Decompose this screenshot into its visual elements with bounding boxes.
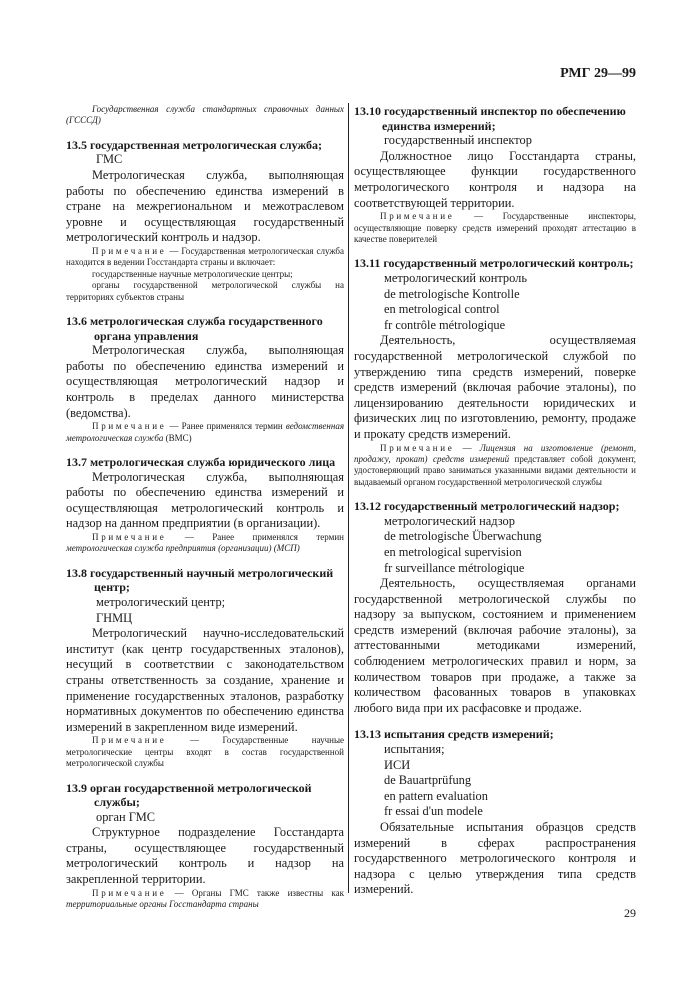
note-italic-term: территориальные органы Госстандарта страны: [66, 899, 259, 910]
term-heading-13-11: 13.11 государственный метрологический контроль;: [354, 256, 634, 271]
term-definition: Структурное подразделение Госстандарта страны, осуществляющее государственный метрологический контроль и надзор на закрепленной территории.: [66, 825, 344, 887]
term-note: [66, 735, 344, 769]
right-column: [354, 104, 636, 898]
term-abbreviation: ГМС: [96, 152, 123, 167]
term-french: fr essai d'un modele: [384, 804, 483, 819]
term-heading-13-8: 13.8 государственный научный метрологический центр;: [66, 565, 334, 595]
note-italic-term: Лицензия на изготовление (ремонт, продажу, прокат) средств измерений: [354, 442, 637, 464]
note-text: — Государственная метрологическая служба находится в ведении Госстандарта страны и включает:: [66, 245, 344, 268]
document-code: РМГ 29—99: [560, 66, 636, 81]
term-heading-13-7: 13.7 метрологическая служба юридического лица: [66, 454, 336, 469]
note-text: — Ранее применялся термин: [166, 421, 286, 432]
term-english: en pattern evaluation: [384, 788, 488, 803]
note-text: — Государственные инспекторы, осуществляющие поверку средств измерений проходят аттестацию в качестве поверителей: [354, 211, 636, 244]
note-text-end: (ВМС): [163, 432, 192, 443]
term-heading-13-6: 13.6 метрологическая служба государственного органа управления: [66, 314, 323, 343]
note-list-item: государственные научные метрологические центры;: [92, 268, 293, 279]
note-text: —: [454, 442, 480, 453]
term-german: de metrologische Kontrolle: [384, 286, 520, 301]
note-label: Примечание: [380, 442, 455, 453]
term-english: en metrological control: [384, 302, 500, 317]
term-definition: Деятельность, осуществляемая государственной метрологической службой по утверждению типа средств измерений, поверке средств измерений (включая рабочие эталоны), по лицензированию деятельности юридических и физических лиц по изготовлению, ремонту, продаже и прокату средств измерений.: [354, 333, 636, 441]
note-text: — Ранее применялся термин: [166, 531, 344, 542]
term-russian: метрологический надзор: [384, 513, 515, 528]
note-label: Примечание: [92, 887, 167, 898]
term-german: de metrologische Überwachung: [384, 529, 542, 544]
column-divider: [348, 103, 349, 893]
term-definition: Обязательные испытания образцов средств измерений в сферах распространения государственного метрологического контроля и надзора с целью утверждения типа средств измерений.: [354, 820, 636, 897]
note-label: Примечание: [92, 735, 167, 746]
term-definition: Деятельность, осуществляемая органами государственной метрологической службы по надзору за выпуском, состоянием и применением средств измерений (включая рабочие эталоны), за аттестованными методиками измерений, соблюдением метрологических правил и норм, за количеством товаров при продаже, а также за количеством фасованных товаров в упаковках любого вида при их расфасовке и продаже.: [354, 576, 636, 715]
term-abbreviation: ИСИ: [384, 757, 411, 772]
term-abbreviation: ГНМЦ: [96, 610, 133, 625]
term-note: [66, 532, 344, 555]
note-italic-term: метрологическая служба предприятия (организации) (МСП): [66, 543, 300, 554]
note-text-end: представляет собой документ, удостоверяющий право заниматься указанными видами деятельности и выдаваемый органом государственной метрологической службы: [354, 453, 636, 487]
note-italic-term: ведомственная метрологическая служба: [66, 421, 344, 443]
note-label: Примечание: [92, 421, 167, 432]
term-note: [66, 421, 344, 444]
term-note: [66, 888, 344, 911]
term-heading-13-12: 13.12 государственный метрологический надзор;: [354, 499, 620, 514]
page-number: 29: [624, 906, 636, 920]
term-definition: Метрологическая служба, выполняющая работы по обеспечению единства измерений и осуществляющая метрологический надзор и контроль в пределах данного министерства (ведомства).: [66, 343, 344, 420]
term-heading-13-13: 13.13 испытания средств измерений;: [354, 727, 554, 742]
term-english: en metrological supervision: [384, 544, 522, 559]
term-definition: Метрологическая служба, выполняющая работы по обеспечению единства измерений в стране на межрегиональном и межотраслевом уровне и осуществляющая государственный метрологический контроль и надзор.: [66, 168, 344, 245]
note-label: Примечание: [92, 245, 167, 256]
term-definition: Метрологическая служба, выполняющая работы по обеспечению единства измерений и осуществляющая метрологический контроль и надзор на данном предприятии (в организации).: [66, 469, 344, 531]
note-label: Примечание: [92, 531, 167, 542]
term-german: de Bauartprüfung: [384, 773, 472, 788]
term-synonym: метрологический центр;: [96, 594, 226, 609]
note-list-item: органы государственной метрологической службы на территориях субъектов страны: [66, 280, 344, 302]
left-column: [66, 104, 344, 910]
term-note: [66, 246, 344, 269]
term-note: [354, 211, 636, 245]
term-definition: Метрологический научно-исследовательский институт (как центр государственных эталонов), несущий в соответствии с законодательством страны ответственность за создание, хранение и применение государственных эталонов, разработку нормативных документов по обеспечению единства измерений в закрепленном виде измерений.: [66, 626, 344, 734]
term-russian: испытания;: [384, 742, 445, 757]
term-synonym: государственный инспектор: [384, 133, 532, 148]
term-heading-13-10: 13.10 государственный инспектор по обеспечению единства измерений;: [354, 104, 626, 133]
note-text: — Государственные научные метрологические центры входят в состав государственной метрологической службы: [66, 735, 344, 769]
term-french: fr surveillance métrologique: [384, 560, 525, 575]
term-french: fr contrôle métrologique: [384, 317, 506, 332]
note-text: — Органы ГМС также известны как: [166, 887, 344, 898]
term-heading-13-5: 13.5 государственная метрологическая служба;: [66, 137, 323, 152]
term-russian: метрологический контроль: [384, 270, 527, 285]
term-heading-13-9: 13.9 орган государственной метрологической службы;: [66, 780, 312, 810]
intro-note: Государственная служба стандартных справочных данных (ГСССД): [66, 104, 344, 126]
term-definition: Должностное лицо Госстандарта страны, осуществляющее функции государственного метрологического контроля и надзора на соответствующей территории.: [354, 148, 636, 210]
note-label: Примечание: [380, 211, 455, 222]
term-note: [354, 443, 636, 489]
term-abbreviation: орган ГМС: [96, 809, 155, 824]
